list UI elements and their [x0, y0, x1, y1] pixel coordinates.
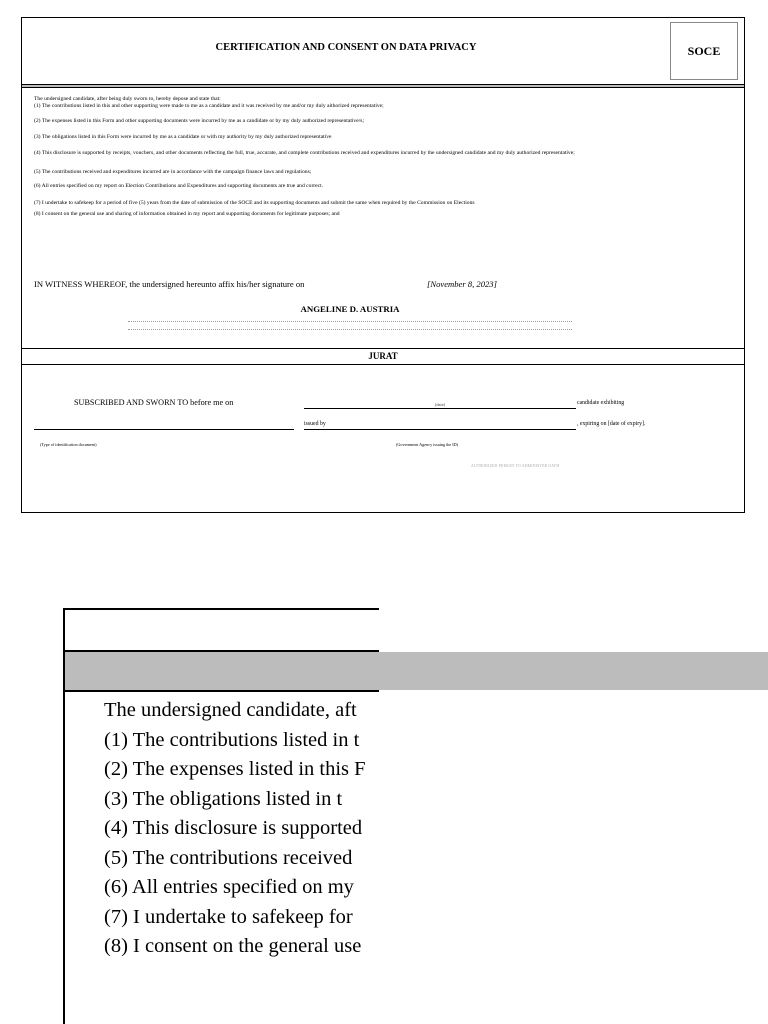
zoomed-excerpt [63, 608, 768, 1024]
id-document-blank [34, 429, 294, 430]
form-title: CERTIFICATION AND CONSENT ON DATA PRIVACY [215, 42, 477, 53]
zoom-line: (8) I consent on the general use [104, 935, 362, 957]
header-divider [22, 84, 744, 88]
zoom-line: (3) The obligations listed in t [104, 787, 343, 810]
agency-caption: (Government Agency issuing the ID) [396, 442, 459, 447]
issued-by-blank: issued by [304, 420, 576, 430]
candidate-exhibiting-label: candidate exhibiting [577, 400, 625, 406]
certification-form [21, 17, 745, 513]
candidate-name: ANGELINE D. AUSTRIA [300, 304, 400, 314]
zoom-top-rule [63, 608, 379, 610]
statement-1: (1) The contributions listed in this and other supporting were made to me as a candidate and it was received by me and/or my duly aithorized representative; [34, 103, 384, 109]
statement-5: (5) The contributions received and expenditures incurred are in accordance with the campaign finance laws and regulations; [34, 169, 312, 175]
date-blank: (date) [304, 398, 576, 409]
zoom-line: (7) I undertake to safekeep for [104, 905, 353, 928]
id-document-caption: (Type of identification document) [40, 442, 97, 447]
zoom-line: (5) The contributions received [104, 846, 353, 869]
statement-7: (7) I undertake to safekeep for a period of five (5) years from the date of submission of the SOCE and its supporting documents and submit the same when required by the Commission on Elections [34, 200, 475, 206]
expiry-label: , expiring on [date of expiry]. [577, 421, 646, 427]
form-code: SOCE [687, 43, 721, 58]
witness-clause: IN WITNESS WHEREOF, the undersigned hereunto affix his/her signature on [34, 279, 305, 289]
zoom-text-block [104, 696, 379, 962]
zoom-gray-band [63, 652, 768, 690]
zoom-left-border [63, 608, 65, 1024]
administering-officer-caption: AUTHORIZED PERSON TO ADMINISTER OATH [471, 464, 560, 468]
zoom-line: (6) All entries specified on my [104, 876, 354, 898]
form-code-box [670, 22, 738, 80]
signature-dotted-line [128, 329, 572, 330]
zoom-line: (4) This disclosure is supported [104, 817, 363, 839]
zoom-band-rule [63, 690, 379, 692]
jurat-heading: JURAT [22, 348, 744, 365]
statement-4: (4) This disclosure is supported by receipts, vouchers, and other documents reflecting the full, true, accurate, and complete contributions received and expenditures incurred by the undersigned candidate and my duly authorized representative; [34, 150, 575, 156]
zoom-line: The undersigned candidate, aft [104, 699, 357, 721]
signature-dotted-line [128, 321, 572, 322]
statement-2: (2) The expenses listed in this Form and other supporting documents were incurred by me as a candidate or by my duly authorized representative/s; [34, 118, 364, 124]
statement-3: (3) The obligations listed in this Form were incurred by me as a candidate or with my authority by my duly authorized representative [34, 134, 332, 140]
zoom-line: (2) The expenses listed in this F [104, 758, 366, 780]
sworn-statement: SUBSCRIBED AND SWORN TO before me on [74, 398, 234, 407]
statement-8: (8) I consent on the general use and sharing of information obtained in my report and supporting documents for legitimate purposes; and [34, 211, 340, 217]
intro-statement: The undersigned candidate, after being duly sworn to, hereby depose and state that: [34, 96, 221, 102]
zoom-line: (1) The contributions listed in t [104, 728, 360, 751]
signature-date: [November 8, 2023] [427, 279, 497, 289]
statement-6: (6) All entries specified on my report on Election Contributions and Expenditures and supporting documents are true and correct. [34, 183, 324, 189]
